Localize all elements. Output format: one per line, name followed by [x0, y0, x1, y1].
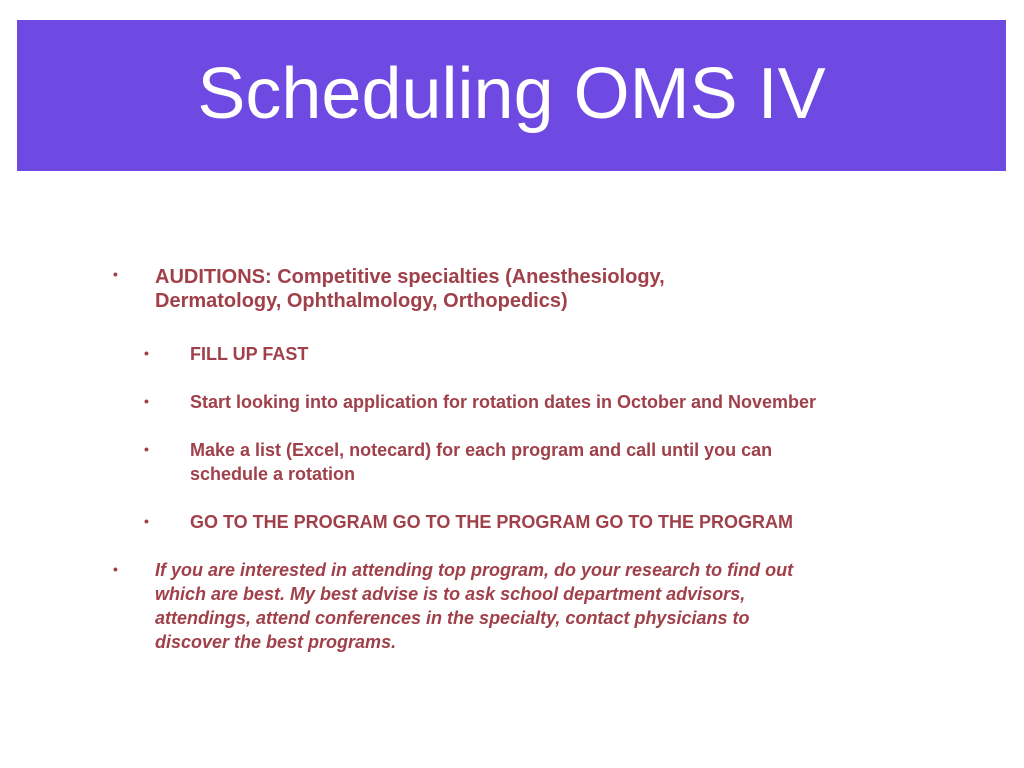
bullet-1-icon: •	[113, 266, 118, 282]
sub-bullet-3-line-1: Make a list (Excel, notecard) for each program and call until you can	[190, 440, 773, 460]
sub-bullet-3-text	[190, 438, 772, 486]
sub-bullet-3-icon: •	[144, 441, 149, 457]
sub-bullet-4-icon: •	[144, 513, 149, 529]
sub-bullet-4-line-1: GO TO THE PROGRAM GO TO THE PROGRAM GO TO THE PROGRAM	[190, 512, 794, 532]
sub-bullet-2-text	[190, 390, 816, 414]
sub-bullet-1-text	[190, 342, 308, 366]
sub-bullet-1-line-1: FILL UP FAST	[190, 344, 309, 364]
bullet-1-line-1: AUDITIONS: Competitive specialties (Anesthesiology,	[155, 266, 665, 288]
bullet-1-line-2: Dermatology, Ophthalmology, Orthopedics)	[155, 290, 568, 312]
bullet-2-line-2: which are best. My best advise is to ask school department advisors,	[155, 584, 746, 604]
bullet-2-line-1: If you are interested in attending top program, do your research to find out	[155, 560, 794, 580]
sub-bullet-2-icon: •	[144, 393, 149, 409]
bullet-2-icon: •	[113, 561, 118, 577]
bullet-1-text	[155, 265, 665, 313]
sub-bullet-2-line-1: Start looking into application for rotation dates in October and November	[190, 392, 817, 412]
sub-bullet-4-text	[190, 510, 793, 534]
bullet-2-line-3: attendings, attend conferences in the specialty, contact physicians to	[155, 608, 750, 628]
sub-bullet-3-line-2: schedule a rotation	[190, 464, 356, 484]
slide-title: Scheduling OMS IV	[197, 53, 826, 134]
bullet-2-line-4: discover the best programs.	[155, 632, 397, 652]
bullet-2-text	[155, 558, 793, 654]
sub-bullet-1-icon: •	[144, 345, 149, 361]
